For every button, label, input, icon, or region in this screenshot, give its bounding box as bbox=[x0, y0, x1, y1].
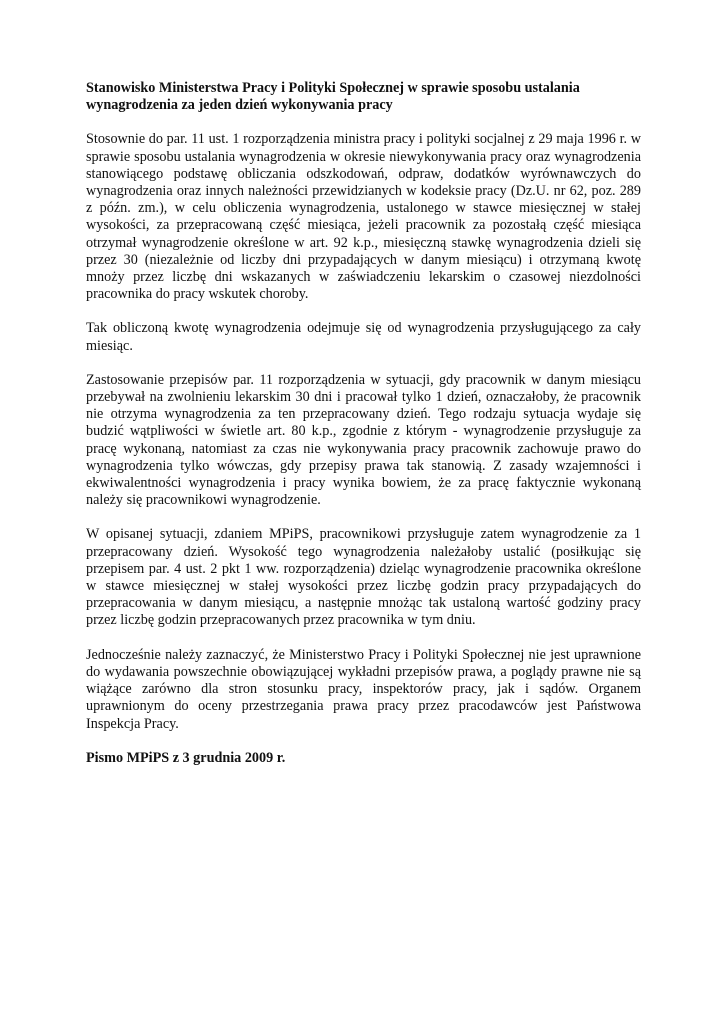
paragraph-ministry-opinion: W opisanej sytuacji, zdaniem MPiPS, pracownikowi przysługuje zatem wynagrodzenie za 1 przepracowany dzień. Wysokość tego wynagrodzenia należałoby ustalić (posiłkując się przepisem par. 4 ust. 2 pkt 1 ww. rozporządzenia) dzieląc wynagrodzenie pracownika określone w stawce miesięcznej w stałej wysokości przez liczbę godzin pracy przypadających do przepracowania w danym miesiącu, a następnie mnożąc tak ustaloną wartość godziny pracy przez liczbę godzin przepracowanych przez pracownika w tym dniu. bbox=[86, 526, 641, 629]
paragraph-application: Zastosowanie przepisów par. 11 rozporządzenia w sytuacji, gdy pracownik w danym miesiącu przebywał na zwolnieniu lekarskim 30 dni i pracował tylko 1 dzień, oznaczałoby, że pracownik nie otrzyma wynagrodzenia za ten przepracowany dzień. Tego rodzaju sytuacja wydaje się budzić wątpliwości w świetle art. 80 k.p., zgodnie z którym - wynagrodzenie przysługuje za pracę wykonaną, natomiast za czas nie wykonywania pracy pracownik zachowuje prawo do wynagrodzenia tylko wówczas, gdy przepisy prawa tak stanowią. Z zasady wzajemności i ekwiwalentności wynagrodzenia i pracy wynika bowiem, że za pracę faktycznie wykonaną należy się pracownikowi wynagrodzenie. bbox=[86, 371, 641, 509]
document-signature: Pismo MPiPS z 3 grudnia 2009 r. bbox=[86, 749, 286, 766]
paragraph-disclaimer: Jednocześnie należy zaznaczyć, że Ministerstwo Pracy i Polityki Społecznej nie jest uprawnione do wydawania powszechnie obowiązującej wykładni przepisów prawa, a poglądy prawne nie są wiążące zarówno dla stron stosunku pracy, inspektorów pracy, jak i sądów. Organem uprawnionym do oceny przestrzegania prawa pracy przez pracodawców jest Państwowa Inspekcja Pracy. bbox=[86, 646, 641, 732]
document-title: Stanowisko Ministerstwa Pracy i Polityki Społecznej w sprawie sposobu ustalania wynagrodzenia za jeden dzień wykonywania pracy bbox=[86, 80, 580, 114]
paragraph-deduction: Tak obliczoną kwotę wynagrodzenia odejmuje się od wynagrodzenia przysługującego za cały miesiąc. bbox=[86, 320, 641, 354]
paragraph-legal-basis: Stosownie do par. 11 ust. 1 rozporządzenia ministra pracy i polityki socjalnej z 29 maja 1996 r. w sprawie sposobu ustalania wynagrodzenia w okresie niewykonywania pracy oraz wynagrodzenia stanowiącego podstawę obliczania odszkodowań, odpraw, dodatków wyrównawczych do wynagrodzenia oraz innych należności przewidzianych w kodeksie pracy (Dz.U. nr 62, poz. 289 z późn. zm.), w celu obliczenia wynagrodzenia, ustalonego w stawce miesięcznej w stałej wysokości, za przepracowaną część miesiąca, jeżeli pracownik za pozostałą część miesiąca otrzymał wynagrodzenie określone w art. 92 k.p., miesięczną stawkę wynagrodzenia dzieli się przez 30 (niezależnie od liczby dni przypadających w danym miesiącu) i otrzymaną kwotę mnoży przez liczbę dni wskazanych w zaświadczeniu lekarskim o czasowej niezdolności pracownika do pracy wskutek choroby. bbox=[86, 131, 641, 303]
document-page bbox=[86, 80, 641, 767]
